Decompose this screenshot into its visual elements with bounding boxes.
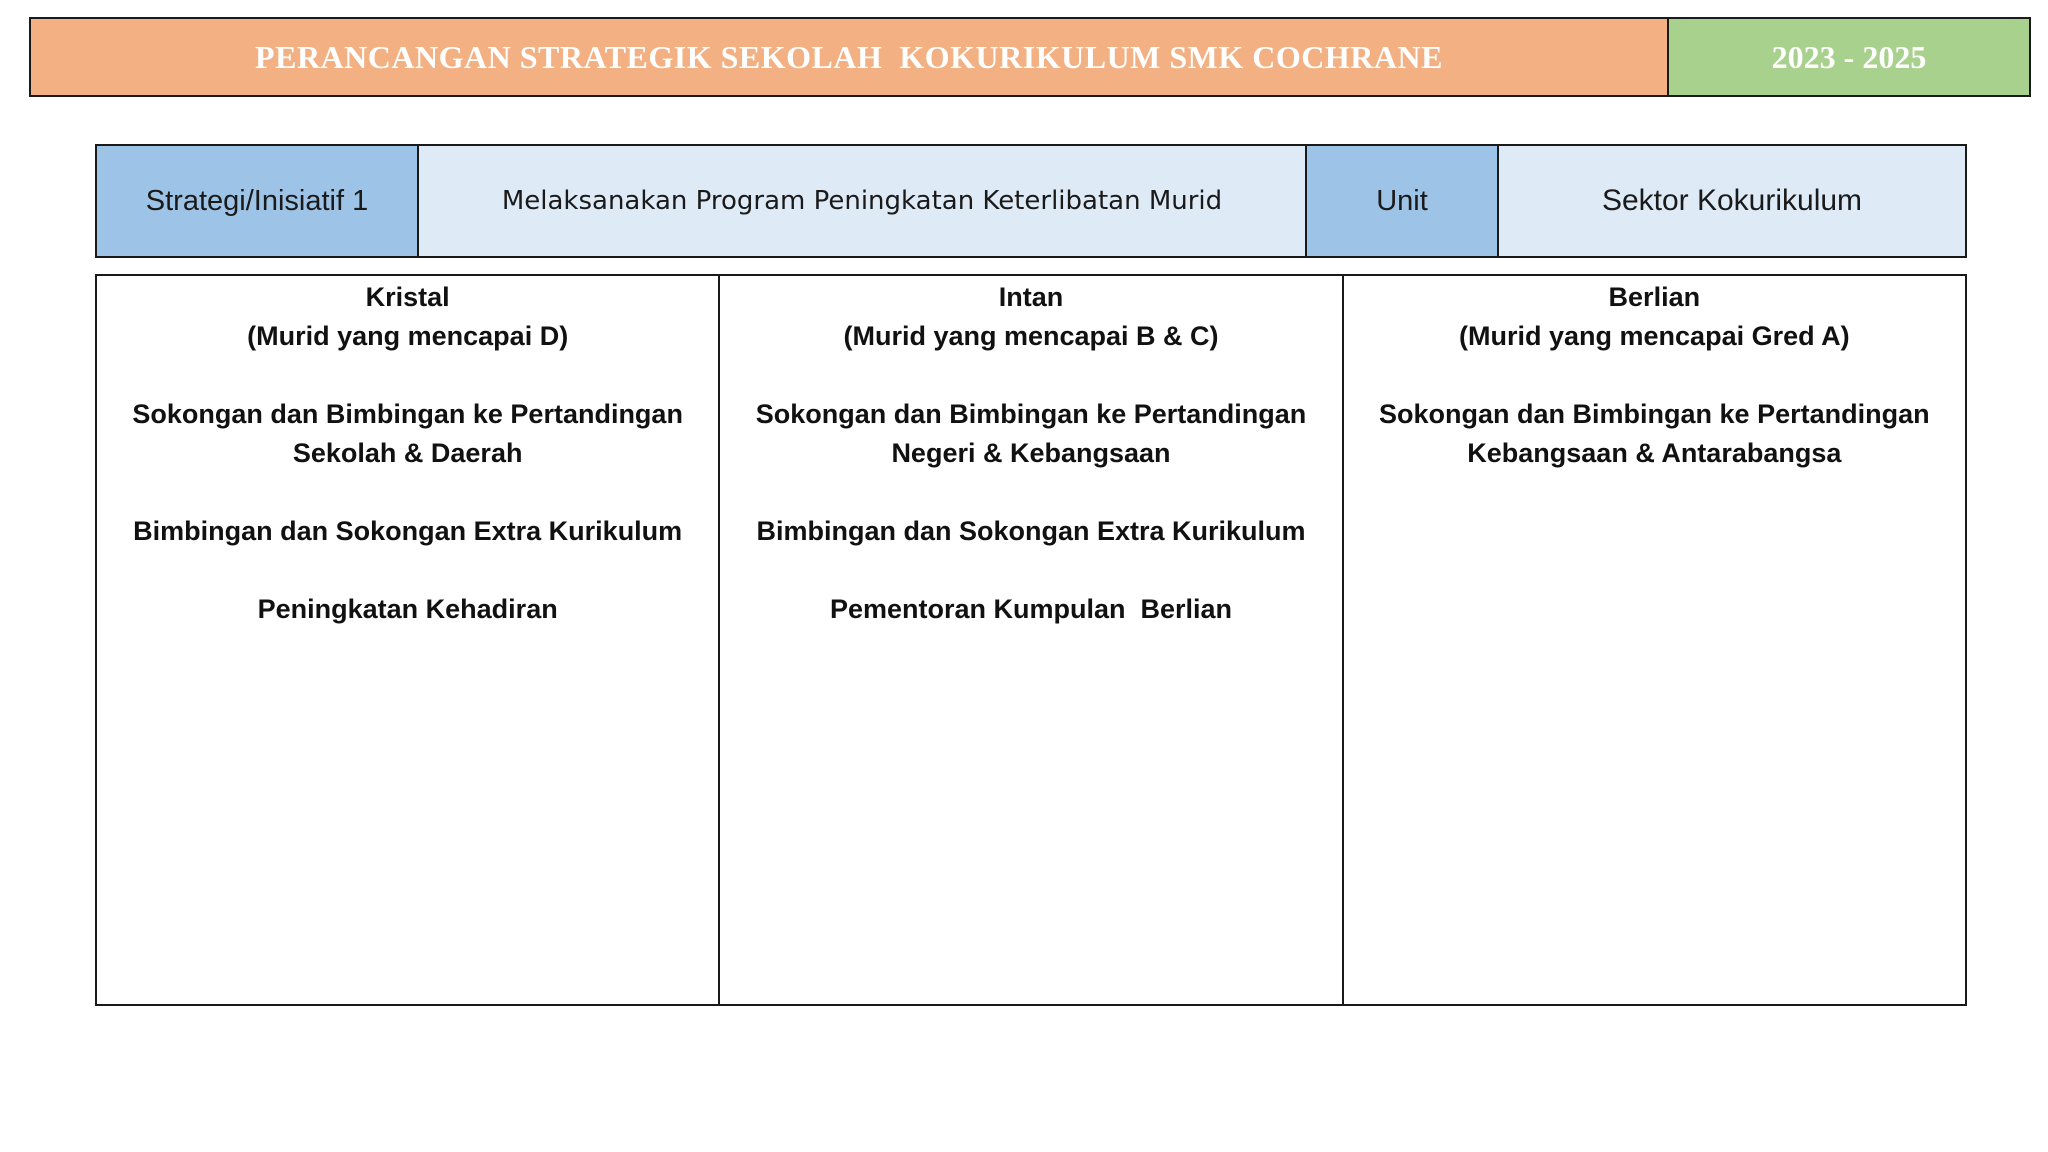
- tier-support-line2: Sekolah & Daerah: [292, 438, 523, 468]
- tier-name: Kristal: [365, 282, 450, 312]
- title-bar: [29, 17, 2031, 97]
- page-title: PERANCANGAN STRATEGIK SEKOLAH KOKURIKULUM SMK COCHRANE: [31, 19, 1669, 95]
- tier-column-berlian: [1342, 276, 1965, 1004]
- tier-support-line1: Sokongan dan Bimbingan ke Pertandingan: [755, 399, 1307, 429]
- year-range: 2023 - 2025: [1669, 19, 2029, 95]
- tier-item: Pementoran Kumpulan Berlian: [829, 594, 1233, 624]
- tier-support-line2: Negeri & Kebangsaan: [891, 438, 1171, 468]
- tier-support-line1: Sokongan dan Bimbingan ke Pertandingan: [132, 399, 683, 429]
- tier-item: Bimbingan dan Sokongan Extra Kurikulum: [133, 516, 683, 546]
- tier-name: Intan: [998, 282, 1064, 312]
- unit-label: Unit: [1307, 146, 1499, 256]
- tier-column-kristal: [97, 276, 718, 1004]
- tier-column-intan: [718, 276, 1341, 1004]
- tier-support-line1: Sokongan dan Bimbingan ke Pertandingan: [1379, 399, 1930, 429]
- unit-value: Sektor Kokurikulum: [1499, 146, 1965, 256]
- tier-criteria: (Murid yang mencapai Gred A): [1459, 321, 1850, 351]
- strategy-label: Strategi/Inisiatif 1: [97, 146, 419, 256]
- tier-support-line2: Kebangsaan & Antarabangsa: [1467, 438, 1842, 468]
- tier-item: Peningkatan Kehadiran: [257, 594, 558, 624]
- tier-criteria: (Murid yang mencapai B & C): [843, 321, 1219, 351]
- tier-name: Berlian: [1608, 282, 1701, 312]
- tier-item: Bimbingan dan Sokongan Extra Kurikulum: [756, 516, 1306, 546]
- tier-criteria: (Murid yang mencapai D): [247, 321, 569, 351]
- strategy-value: Melaksanakan Program Peningkatan Keterlibatan Murid: [419, 146, 1307, 256]
- tier-table: [95, 274, 1967, 1006]
- strategy-row: [95, 144, 1967, 258]
